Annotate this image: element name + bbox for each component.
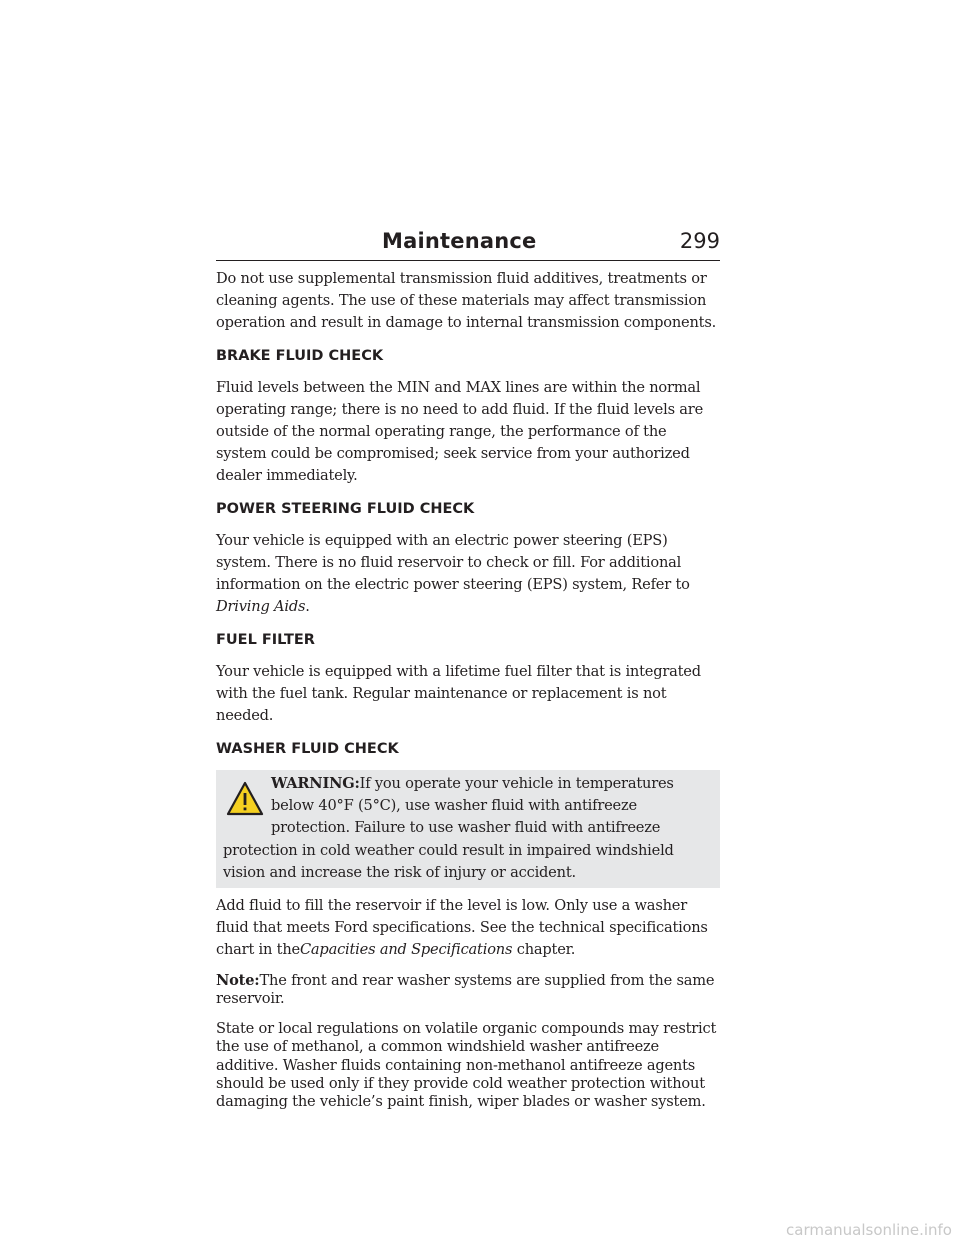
washer-fluid-paragraph xyxy=(216,895,720,961)
fuel-filter-paragraph: Your vehicle is equipped with a lifetime fuel filter that is integrated with the fuel tank. Regular maintenance or replacement is not needed. xyxy=(216,663,701,724)
page-header xyxy=(216,227,720,261)
note-label: Note: xyxy=(216,972,260,990)
note-text: The front and rear washer systems are supplied from the same reservoir. xyxy=(216,972,715,1008)
page-content xyxy=(216,268,720,1123)
capacities-reference: Capacities and Specifications xyxy=(299,941,513,959)
watermark: carmanualsonline.info xyxy=(786,1221,952,1239)
regulations-paragraph: State or local regulations on volatile organic compounds may restrict the use of methanol, a common windshield washer antifreeze additive. Washer fluids containing non-methanol antifreeze agents should be used only if they provide cold weather protection without damaging the vehicle’s paint finish, wiper blades or washer system. xyxy=(216,1019,717,1111)
page-number: 299 xyxy=(679,229,720,253)
power-steering-heading: POWER STEERING FLUID CHECK xyxy=(216,501,475,517)
power-steering-end: . xyxy=(305,598,310,615)
power-steering-paragraph xyxy=(216,530,720,618)
washer-fluid-end: chapter. xyxy=(516,941,576,959)
driving-aids-reference: Driving Aids xyxy=(216,598,306,615)
warning-triangle-icon xyxy=(225,779,265,819)
brake-fluid-paragraph: Fluid levels between the MIN and MAX lines are within the normal operating range; there is no need to add fluid. If the fluid levels are outside of the normal operating range, the performance of the system could be compromised; seek service from your authorized dealer immediately. xyxy=(216,379,704,484)
transmission-additives-paragraph: Do not use supplemental transmission fluid additives, treatments or cleaning agents. The use of these materials may affect transmission operation and result in damage to internal transmission components. xyxy=(216,270,717,331)
warning-box xyxy=(216,770,720,888)
section-title: Maintenance xyxy=(382,229,537,253)
brake-fluid-heading: BRAKE FLUID CHECK xyxy=(216,348,384,364)
washer-fluid-text: Add fluid to fill the reservoir if the level is low. Only use a washer fluid that meets Ford specifications. See the technical specifications chart in the xyxy=(216,897,708,959)
washer-fluid-heading: WASHER FLUID CHECK xyxy=(216,741,399,757)
warning-label: WARNING: xyxy=(271,775,360,792)
fuel-filter-heading: FUEL FILTER xyxy=(216,632,315,648)
note-paragraph xyxy=(216,972,720,1009)
power-steering-text: Your vehicle is equipped with an electric power steering (EPS) system. There is no fluid reservoir to check or fill. For additional information on the electric power steering (EPS) system, Refer to xyxy=(216,532,690,593)
warning-text: If you operate your vehicle in temperatures below 40°F (5°C), use washer fluid with antifreeze protection. Failure to use washer fluid with antifreeze protection in cold weather could result in impaired windshield vision and increase the risk of injury or accident. xyxy=(223,775,674,881)
